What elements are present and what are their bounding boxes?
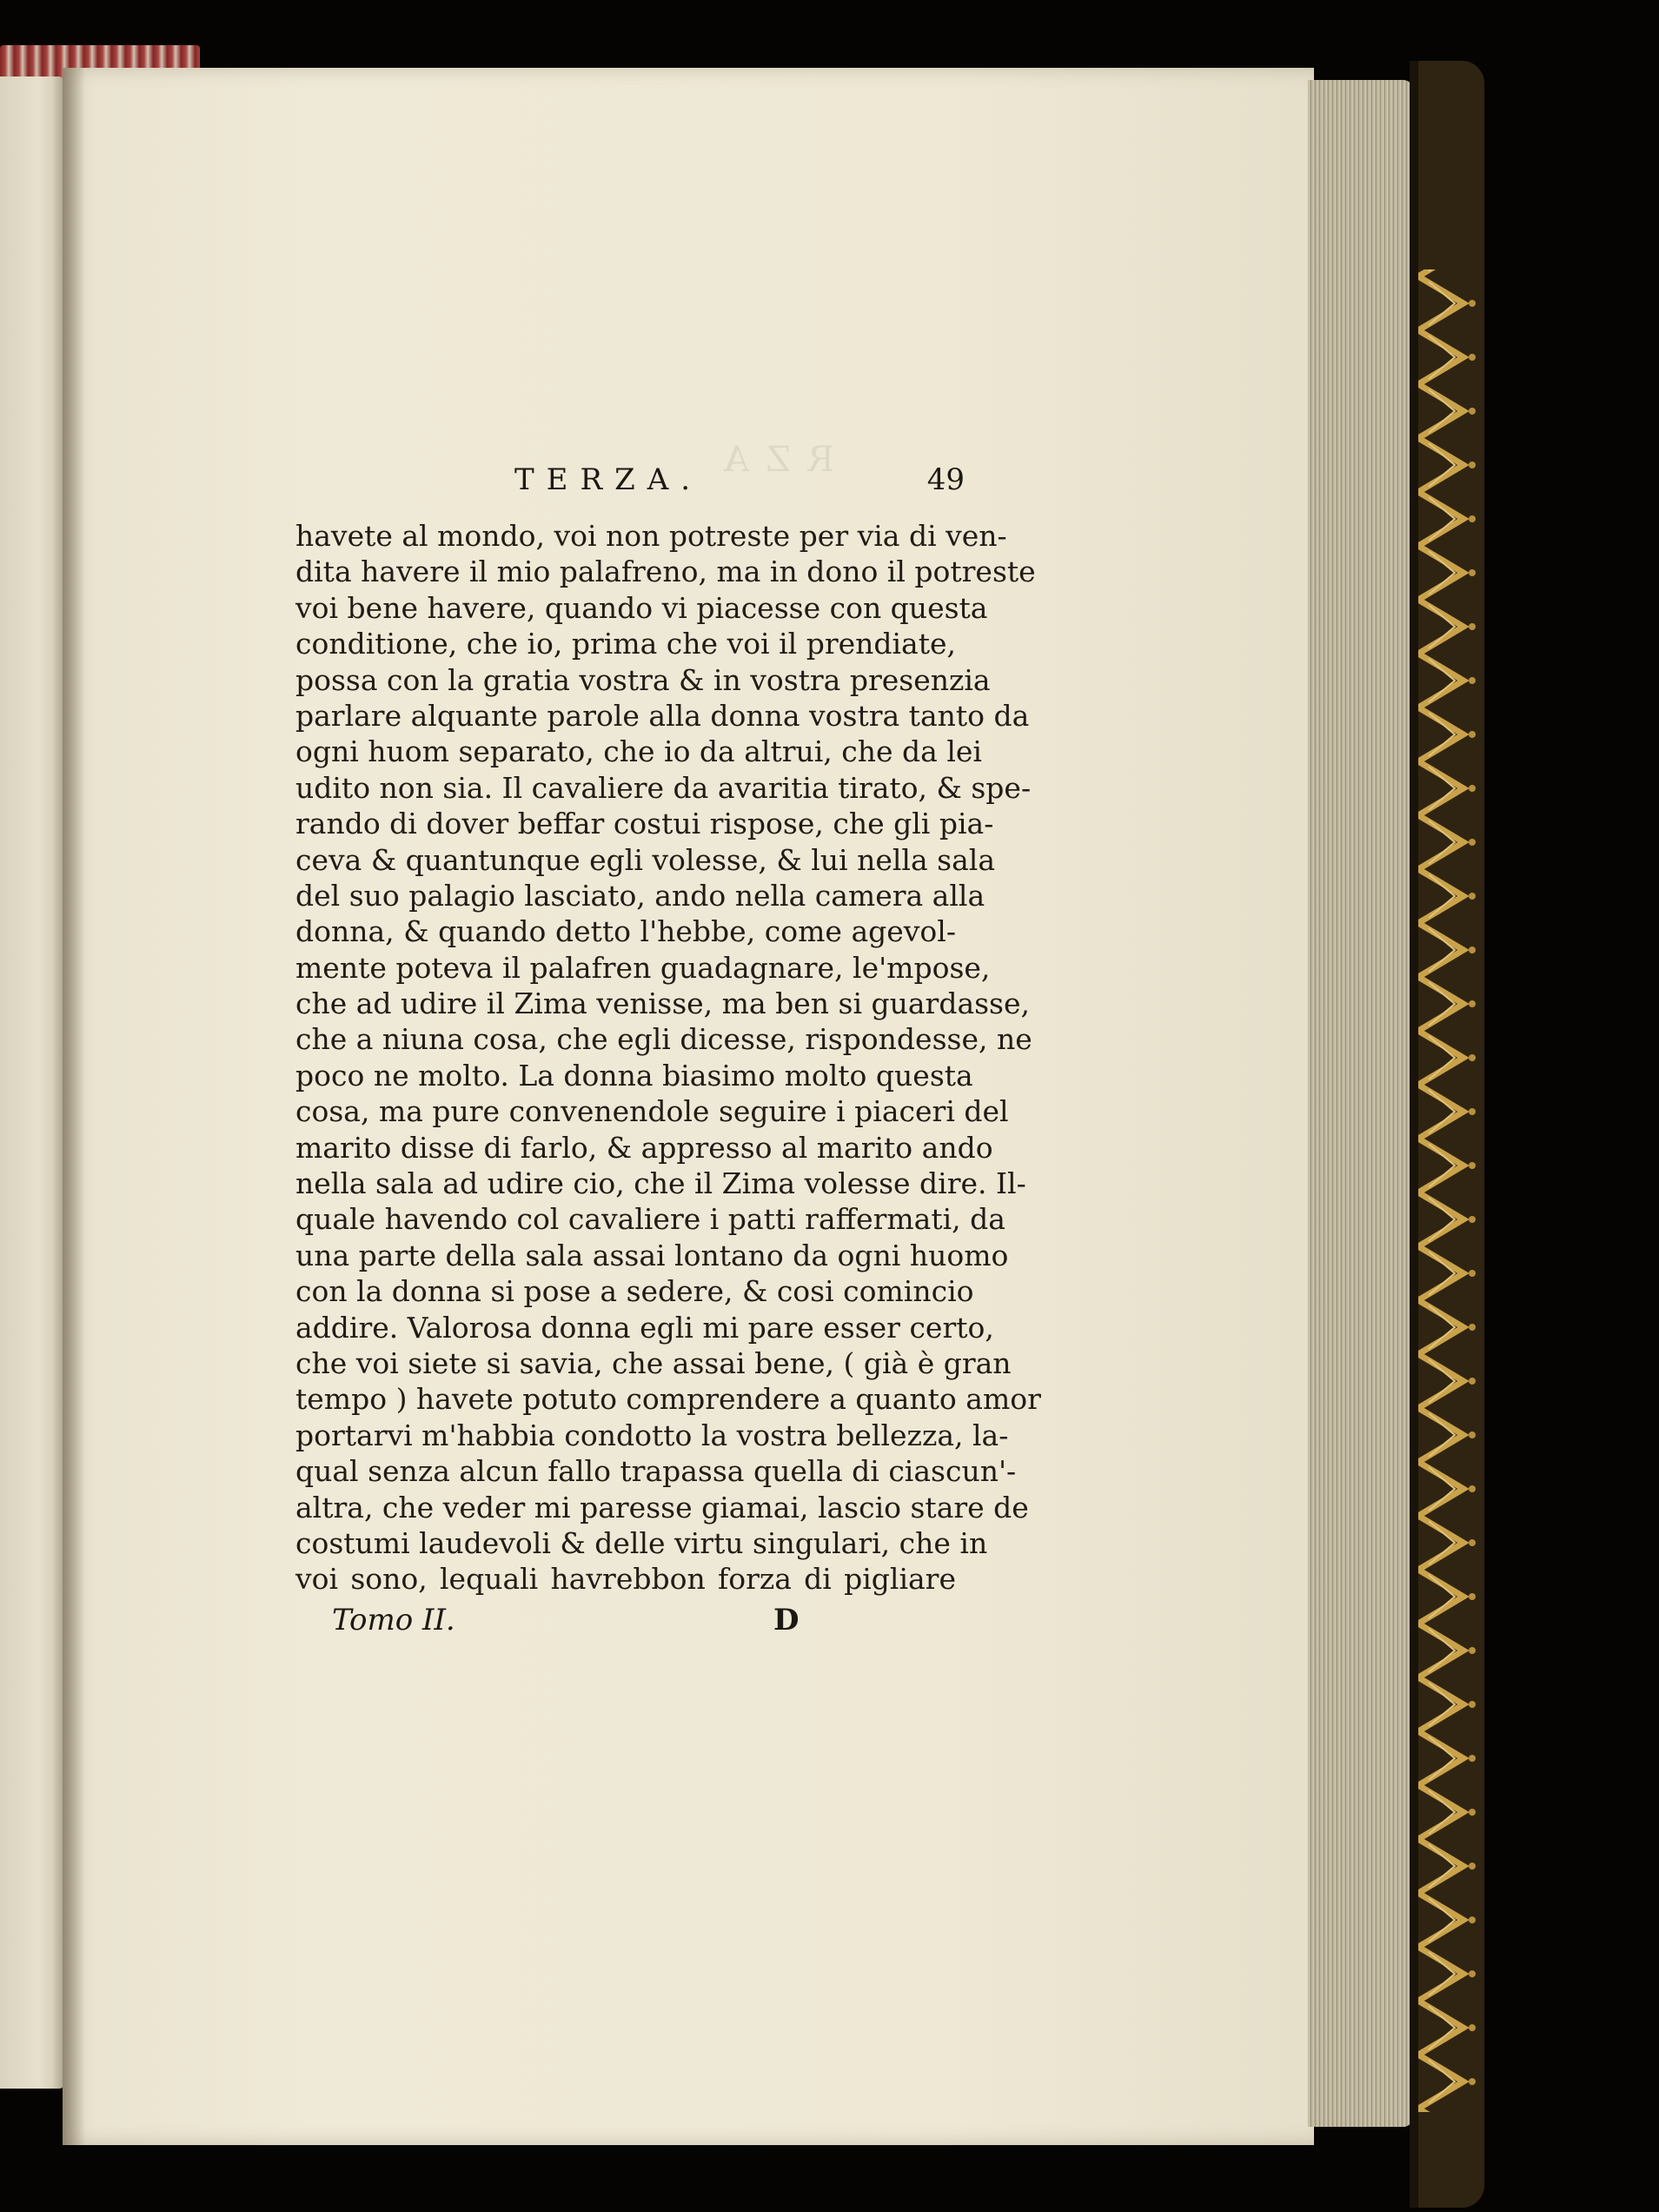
text-line: addire. Valorosa donna egli mi pare esser certo, [295, 1310, 994, 1345]
text-line: del suo palagio lasciato, ando nella camera alla [295, 878, 985, 913]
text-line: poco ne molto. La donna biasimo molto questa [295, 1058, 973, 1093]
text-line: rando di dover beffar costui rispose, che gli pia- [295, 807, 994, 841]
show-through-text: RZA [707, 440, 834, 480]
text-line: marito disse di farlo, & appresso al marito ando [295, 1130, 993, 1165]
volume-label: Tomo II. [332, 1602, 455, 1637]
text-block [295, 462, 1041, 1646]
text-line: voi sono, lequali havrebbon forza di pigliare [295, 1562, 956, 1597]
text-line: quale havendo col cavaliere i patti raffermati, da [295, 1202, 1005, 1237]
text-line: qual senza alcun fallo trapassa quella di ciascun'- [295, 1454, 1017, 1489]
body-text [295, 518, 1041, 1598]
text-line: parlare alquante parole alla donna vostra tanto da [295, 698, 1030, 733]
page-number: 49 [926, 462, 965, 497]
text-line: con la donna si pose a sedere, & cosi comincio [295, 1274, 974, 1309]
text-line: havete al mondo, voi non potreste per via di ven- [295, 519, 1007, 553]
text-line: ogni huom separato, che io da altrui, che da lei [295, 734, 982, 769]
text-line: donna, & quando detto l'hebbe, come agevol- [295, 914, 956, 949]
running-title: TERZA. [514, 462, 703, 497]
text-line: dita havere il mio palafreno, ma in dono il potreste [295, 555, 1036, 589]
text-line: udito non sia. Il cavaliere da avaritia tirato, & spe- [295, 770, 1032, 805]
text-line: nella sala ad udire cio, che il Zima volesse dire. Il- [295, 1166, 1026, 1201]
page-block-edges [1308, 80, 1412, 2127]
gutter-shadow [63, 68, 85, 2145]
text-line: cosa, ma pure convenendole seguire i piaceri del [295, 1094, 1009, 1129]
book-spine [1410, 61, 1484, 2208]
text-line: costumi laudevoli & delle virtu singulari, che in [295, 1525, 988, 1560]
text-line: conditione, che io, prima che voi il prendiate, [295, 627, 957, 661]
page-header [295, 462, 965, 515]
text-line: che a niuna cosa, che egli dicesse, rispondesse, ne [295, 1022, 1032, 1057]
text-line: portarvi m'habbia condotto la vostra bellezza, la- [295, 1418, 1009, 1452]
text-line: una parte della sala assai lontano da ogni huomo [295, 1238, 1009, 1272]
text-line: tempo ) havete potuto comprendere a quanto amor [295, 1382, 1041, 1417]
text-line: mente poteva il palafren guadagnare, le'mpose, [295, 950, 991, 985]
text-line: che voi siete si savia, che assai bene, ( già è gran [295, 1345, 1012, 1380]
text-line: voi bene havere, quando vi piacesse con questa [295, 590, 988, 625]
text-line: ceva & quantunque egli volesse, & lui nella sala [295, 842, 995, 877]
gilt-zigzag-decoration [1410, 61, 1484, 2208]
text-line: possa con la gratia vostra & in vostra presenzia [295, 662, 991, 697]
text-line: che ad udire il Zima venisse, ma ben si guardasse, [295, 986, 1031, 1021]
text-line: altra, che veder mi paresse giamai, lascio stare de [295, 1490, 1029, 1524]
signature-mark: D [773, 1602, 800, 1637]
page-footer [295, 1603, 956, 1646]
